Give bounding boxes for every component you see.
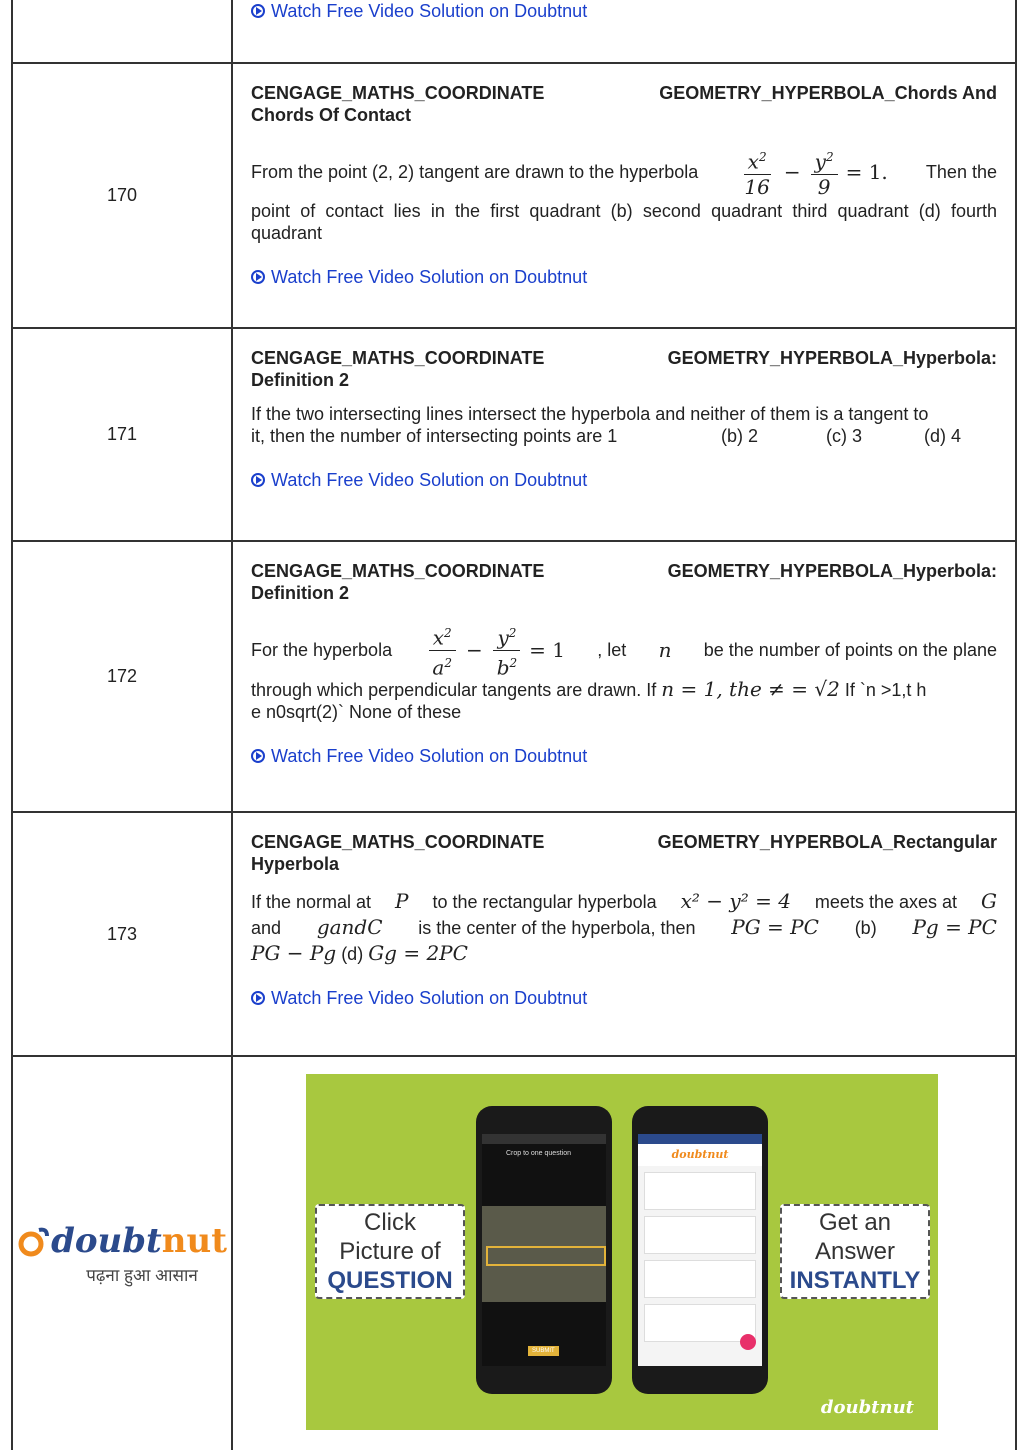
question-heading: CENGAGE_MATHS_COORDINATE GEOMETRY_HYPERBOLA_Chords And Chords Of Contact	[251, 83, 997, 125]
row-number: 171	[13, 329, 233, 540]
question-heading: CENGAGE_MATHS_COORDINATE GEOMETRY_HYPERBOLA_Rectangular Hyperbola	[251, 832, 997, 874]
doubtnut-ad-banner[interactable]	[306, 1074, 938, 1430]
question-text: For the hyperbola $\frac{x^2}{a^2}$ − $\frac{y^2}{b^2}$ = 1 , let n be the number of points on the plane through which perpendicular tangents are drawn. If n = 1, the ≠ = √2 If `n >1,t h e n0sqrt(2)` None of these	[251, 622, 997, 723]
phone-answer-mockup: doubtnut	[632, 1106, 768, 1394]
question-heading: CENGAGE_MATHS_COORDINATE GEOMETRY_HYPERBOLA_Hyperbola: Definition 2	[251, 561, 997, 603]
watch-video-link[interactable]: Watch Free Video Solution on Doubtnut	[251, 266, 997, 288]
watch-video-link[interactable]: Watch Free Video Solution on Doubtnut	[251, 745, 997, 767]
doubtnut-mark-icon	[17, 1224, 51, 1258]
question-text: If the normal at P to the rectangular hyperbola x² − y² = 4 meets the axes at G and gandC is the center of the hyperbola, then PG = PC (b) Pg = PC PG − Pg (d) Gg = 2PC	[251, 889, 997, 965]
watch-video-link[interactable]: Watch Free Video Solution on Doubtnut	[251, 0, 997, 22]
play-circle-icon	[251, 991, 265, 1005]
table-row	[13, 542, 1015, 813]
table-row	[13, 0, 1015, 64]
play-circle-icon	[251, 473, 265, 487]
row-number: 170	[13, 64, 233, 327]
doubtnut-logo[interactable]: doubt nut पढ़ना हुआ आसान	[13, 1057, 233, 1450]
row-number-cell	[13, 0, 233, 62]
ad-callout-left: Click Picture of QUESTION	[315, 1204, 465, 1299]
question-heading: CENGAGE_MATHS_COORDINATE GEOMETRY_HYPERBOLA_Hyperbola: Definition 2	[251, 348, 997, 390]
question-text: From the point (2, 2) tangent are drawn to the hyperbola $\frac{x^2}{16}$ − $\frac{y^2}{9}$ = 1. Then the point of contact lies in the first quadrant (b) second quadrant third quadrant (d) fourth quadrant	[251, 144, 997, 244]
ad-brand: doubtnut	[820, 1397, 914, 1418]
table-row	[13, 329, 1015, 542]
row-number: 172	[13, 542, 233, 811]
play-circle-icon	[251, 749, 265, 763]
table-row	[13, 64, 1015, 329]
play-circle-icon	[251, 270, 265, 284]
ad-callout-right: Get an Answer INSTANTLY	[780, 1204, 930, 1299]
watch-video-link[interactable]: Watch Free Video Solution on Doubtnut	[251, 987, 997, 1009]
phone-camera-mockup: Crop to one question SUBMIT	[476, 1106, 612, 1394]
watch-video-link[interactable]: Watch Free Video Solution on Doubtnut	[251, 469, 997, 491]
table-row	[13, 813, 1015, 1057]
question-text: If the two intersecting lines intersect the hyperbola and neither of them is a tangent to it, then the number of intersecting points are 1 (b) 2 (c) 3 (d) 4	[251, 404, 962, 446]
row-number: 173	[13, 813, 233, 1055]
play-circle-icon	[251, 4, 265, 18]
